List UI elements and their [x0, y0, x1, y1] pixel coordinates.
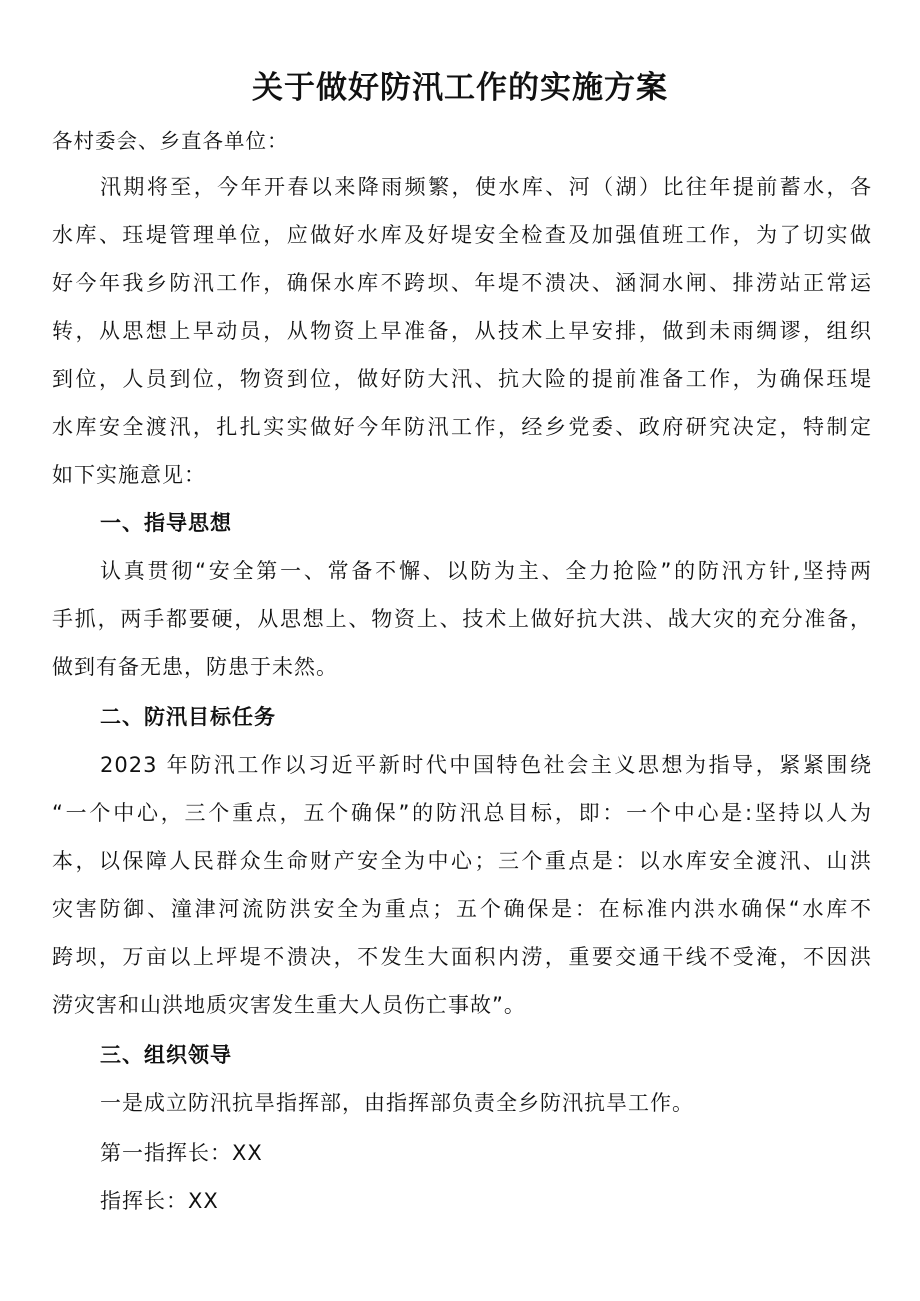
section3-line: 一是成立防汛抗旱指挥部，由指挥部负责全乡防汛抗旱工作。 [100, 1091, 694, 1115]
intro-line: 如下实施意见： [52, 463, 206, 487]
section3-line: 指挥长：XX [100, 1189, 219, 1213]
intro-line: 到位，人员到位，物资到位，做好防大汛、抗大险的提前准备工作，为确保珏堤 [52, 367, 872, 391]
section3-line: 第一指挥长：XX [100, 1141, 263, 1165]
intro-line: 水库安全渡汛，扎扎实实做好今年防汛工作，经乡党委、政府研究决定，特制定 [52, 415, 872, 439]
intro-line: 水库、珏堤管理单位，应做好水库及好堤安全检查及加强值班工作，为了切实做 [52, 223, 872, 247]
section2-heading: 二、防汛目标任务 [100, 705, 276, 729]
section2-line: 跨坝，万亩以上坪堤不溃决，不发生大面积内涝，重要交通干线不受淹，不因洪 [52, 945, 872, 969]
intro-line: 转，从思想上早动员，从物资上早准备，从技术上早安排，做到未雨绸谬，组织 [52, 319, 872, 343]
section3-heading: 三、组织领导 [100, 1043, 232, 1067]
document-title: 关于做好防汛工作的实施方案 [252, 70, 668, 106]
salutation: 各村委会、乡直各单位： [52, 129, 289, 153]
section2-line: 2023 年防汛工作以习近平新时代中国特色社会主义思想为指导，紧紧围绕 [100, 753, 872, 777]
section2-line: 本，以保障人民群众生命财产安全为中心；三个重点是：以水库安全渡汛、山洪 [52, 849, 872, 873]
section1-line: 认真贯彻“安全第一、常备不懈、以防为主、全力抢险”的防汛方针,坚持两 [100, 559, 872, 583]
section1-line: 手抓，两手都要硬，从思想上、物资上、技术上做好抗大洪、战大灾的充分准备， [52, 607, 872, 631]
section2-line: “一个中心，三个重点，五个确保”的防汛总目标，即：一个中心是:坚持以人为 [52, 801, 872, 825]
section1-heading: 一、指导思想 [100, 511, 232, 535]
intro-line: 汛期将至，今年开春以来降雨频繁，使水库、河（湖）比往年提前蓄水，各 [100, 175, 872, 199]
section1-line: 做到有备无患，防患于未然。 [52, 655, 338, 679]
section2-line: 涝灾害和山洪地质灾害发生重大人员伤亡事故”。 [52, 993, 526, 1017]
intro-line: 好今年我乡防汛工作，确保水库不跨坝、年堤不溃决、涵洞水闸、排涝站正常运 [52, 271, 872, 295]
section2-line: 灾害防御、潼津河流防洪安全为重点；五个确保是：在标准内洪水确保“水库不 [52, 897, 872, 921]
